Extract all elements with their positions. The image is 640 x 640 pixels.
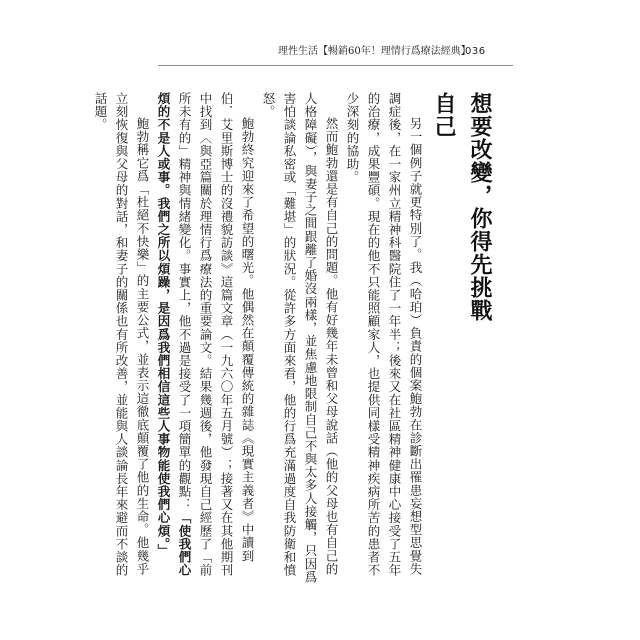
paragraph <box>342 92 426 587</box>
paragraph <box>90 92 153 587</box>
paragraph <box>258 92 342 587</box>
paragraph-text: 另一個例子就更特別了。我（哈珀）負責的個案鮑勃在診斷出罹患妄想型思覺失調症後，在一家州立精神科醫院住了一年半；後來又在社區精神健康中心接受了五年的治療，成果豐碩。現在的他不只能照顧家人，也提供同樣受精神疾病所苦的患者不少深刻的協助。 <box>345 92 423 577</box>
paragraph-text: 鮑勃終究迎來了希望的曙光。他偶然在顛覆傳統的雜誌《現實主義者》中讀到伯．艾里斯博士的沒禮貌訪談》這篇文章（一九六〇年五月號）；接著又在其他期刊中找到〈與亞篇關於理情行爲療法的重要論文。結果幾週後，他發現自己經歷了「前所未有的」精神與情緒變化。事實上，他不過是接受了一項簡單的觀點： <box>177 92 255 577</box>
bold-quote: 「使我們心煩的不是人或事。我們之所以煩躁，是因爲我們相信這些人事物能使我們心煩。」 <box>156 92 192 577</box>
paragraph-text: 然而鮑勃還是有自己的問題。他有好幾年未曾和父母說話（他的父母也有自己的人格障礙），與妻子之間跟離了婚沒兩樣，並焦慮地限制自己不與太多人接觸，只因爲害怕談論私密或「難堪」的狀況。從許多方面來看，他的行爲充滿過度自我防衛和憤怒。 <box>261 92 339 584</box>
paragraph-text: 鮑勃稱它爲「杜絕不快樂」的主要公式，並表示這徹底顛覆了他的生命。他幾乎立刻恢復與父母的對話，和妻子的關係也有所改善，並能與人談論長年來避而不談的話題。 <box>93 92 150 577</box>
header-rule <box>158 65 513 66</box>
running-header-title: 理性生活【暢銷60年！理情行爲療法經典】 <box>278 46 471 57</box>
running-header <box>250 44 500 60</box>
page-number: 036 <box>465 46 486 57</box>
body-text <box>93 92 426 587</box>
chapter-title: 想要改變，你得先挑戰自己 <box>431 92 493 322</box>
paragraph <box>153 92 258 587</box>
